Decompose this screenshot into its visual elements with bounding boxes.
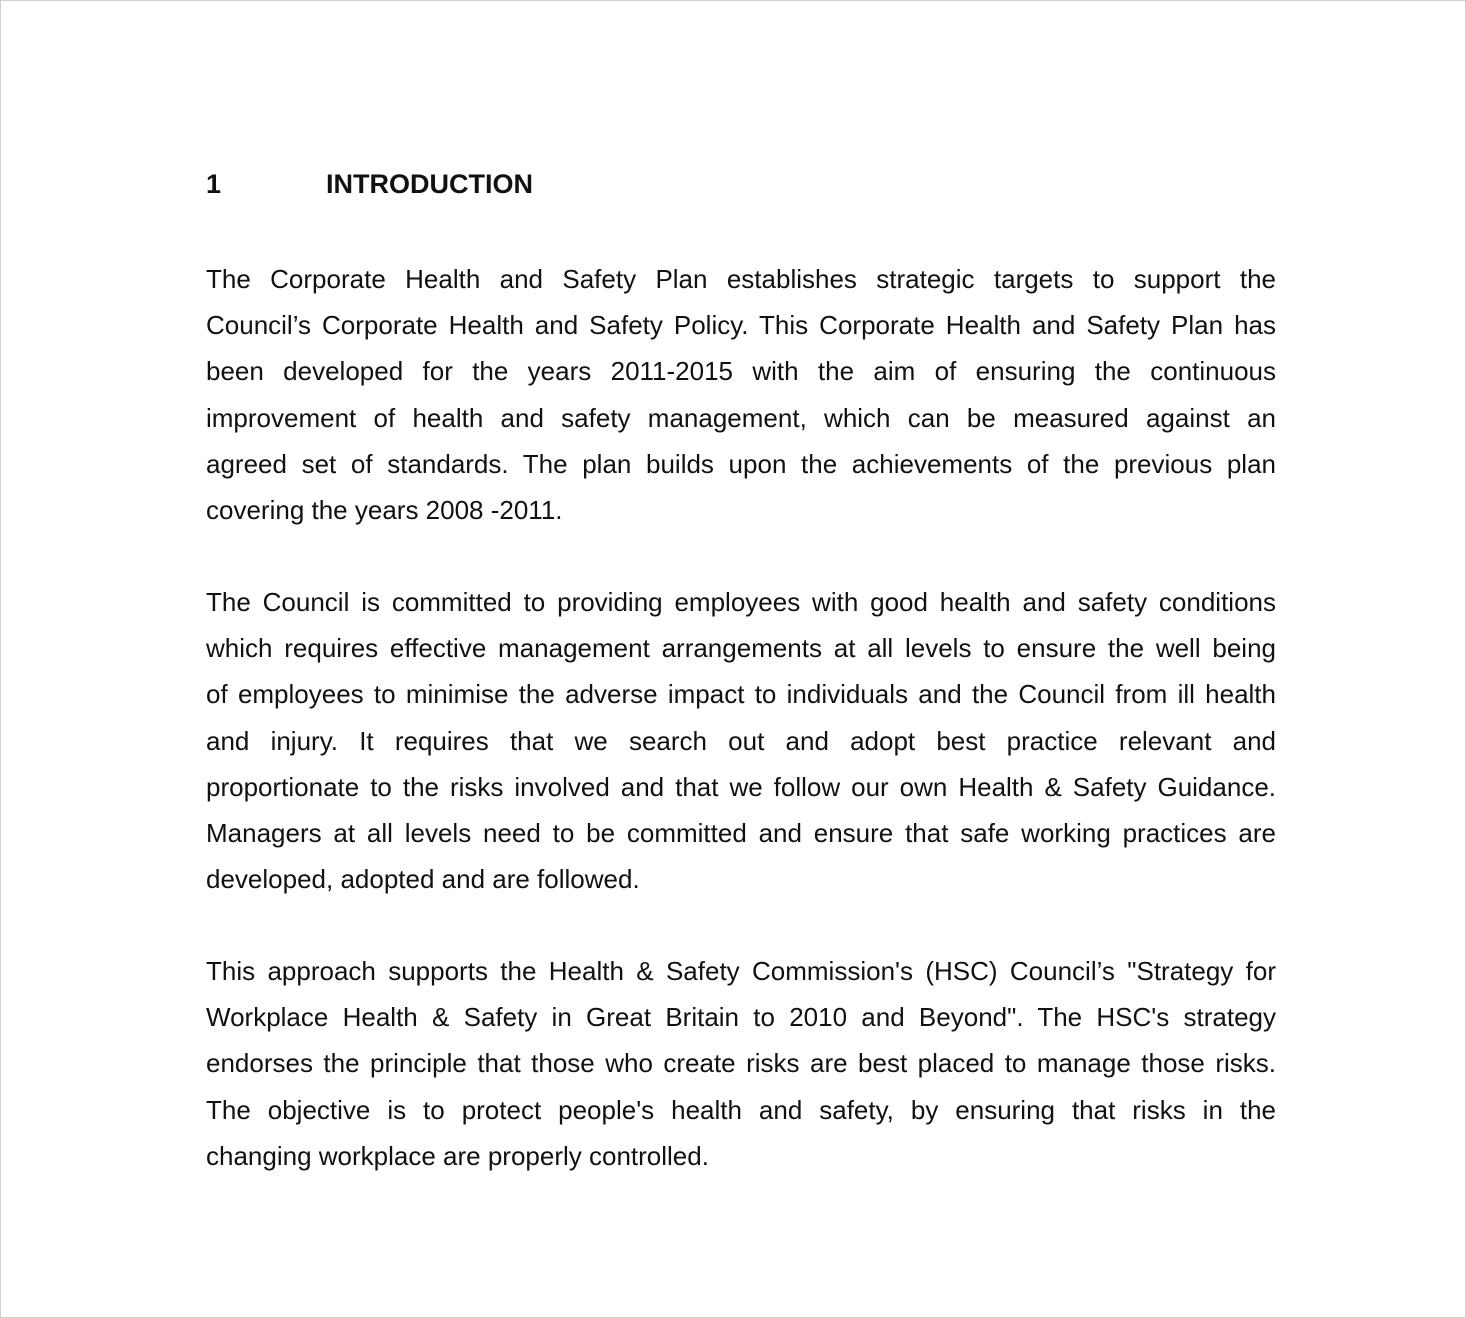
paragraph-line: Workplace Health & Safety in Great Britain to 2010 and Beyond". The HSC's strategy: [206, 1002, 1276, 1033]
paragraph-line: This approach supports the Health & Safety Commission's (HSC) Council’s "Strategy for: [206, 956, 1276, 986]
section-heading: [206, 169, 533, 200]
paragraph-line: agreed set of standards. The plan builds upon the achievements of the previous plan: [206, 448, 1276, 479]
paragraph-line: Council’s Corporate Health and Safety Policy. This Corporate Health and Safety Plan has: [206, 310, 1276, 341]
paragraph-line: which requires effective management arrangements at all levels to ensure the well being: [206, 633, 1276, 664]
paragraph-line: covering the years 2008 -2011.: [206, 494, 563, 525]
section-number: 1: [206, 169, 222, 199]
paragraph-line: changing workplace are properly controlled.: [206, 1140, 709, 1171]
paragraph-line: The Council is committed to providing employees with good health and safety conditions: [206, 587, 1276, 617]
paragraph-line: been developed for the years 2011-2015 with the aim of ensuring the continuous: [206, 356, 1276, 387]
paragraph-line: of employees to minimise the adverse impact to individuals and the Council from ill health: [206, 679, 1276, 710]
paragraph-1: [206, 256, 1276, 533]
paragraph-2: [206, 579, 1276, 902]
paragraph-line: The Corporate Health and Safety Plan establishes strategic targets to support the: [206, 264, 1276, 294]
paragraph-line: improvement of health and safety management, which can be measured against an: [206, 402, 1276, 433]
section-title: INTRODUCTION: [326, 169, 533, 199]
paragraph-line: Managers at all levels need to be committed and ensure that safe working practices are: [206, 817, 1276, 848]
paragraph-line: endorses the principle that those who create risks are best placed to manage those risks.: [206, 1048, 1276, 1079]
paragraph-line: The objective is to protect people's health and safety, by ensuring that risks in the: [206, 1094, 1276, 1125]
paragraph-line: and injury. It requires that we search out and adopt best practice relevant and: [206, 725, 1276, 756]
paragraph-3: [206, 948, 1276, 1179]
paragraph-line: developed, adopted and are followed.: [206, 864, 640, 895]
paragraph-line: proportionate to the risks involved and that we follow our own Health & Safety Guidance.: [206, 771, 1276, 802]
